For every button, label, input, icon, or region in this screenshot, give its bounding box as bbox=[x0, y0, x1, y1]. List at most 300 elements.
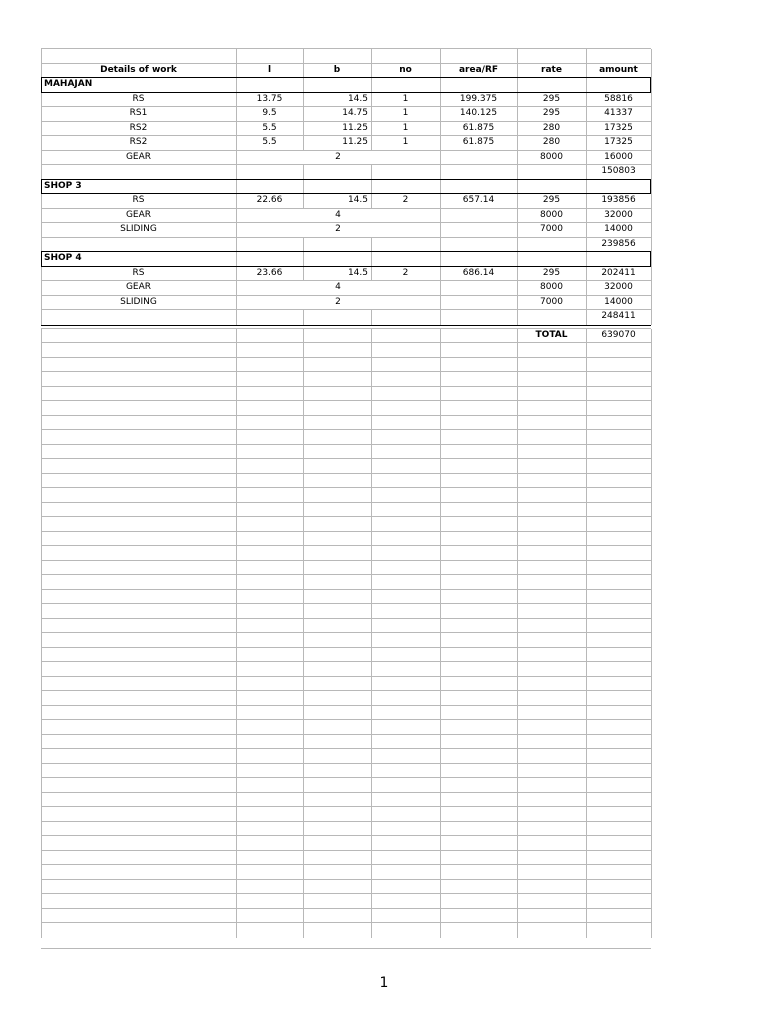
area-cell[interactable] bbox=[440, 281, 517, 296]
grid-line bbox=[440, 122, 441, 137]
grid-line bbox=[651, 677, 652, 692]
grid-line bbox=[371, 880, 372, 895]
grid-line bbox=[236, 122, 237, 137]
grid-line bbox=[517, 165, 518, 180]
grid-line bbox=[651, 909, 652, 924]
grid-line bbox=[440, 296, 441, 311]
grid-line bbox=[236, 909, 237, 924]
amount-cell[interactable]: 14000 bbox=[604, 224, 633, 234]
table-row bbox=[41, 135, 651, 151]
grid-line bbox=[517, 735, 518, 750]
grid-line bbox=[371, 252, 372, 267]
grid-line bbox=[236, 93, 237, 108]
grid-line bbox=[371, 822, 372, 837]
empty-row bbox=[41, 444, 651, 460]
grid-line bbox=[41, 532, 42, 547]
grid-line bbox=[517, 267, 518, 282]
grid-line bbox=[303, 64, 304, 79]
grid-line bbox=[651, 474, 652, 489]
grid-line bbox=[440, 807, 441, 822]
rate-cell[interactable]: 7000 bbox=[540, 296, 563, 307]
grid-line bbox=[440, 648, 441, 663]
grid-line bbox=[236, 416, 237, 431]
merged-quantity-cell[interactable]: 2 bbox=[335, 296, 341, 307]
area-cell[interactable] bbox=[440, 223, 517, 238]
amount-cell[interactable]: 58816 bbox=[604, 93, 633, 104]
grid-line bbox=[517, 238, 518, 253]
empty-row bbox=[41, 792, 651, 808]
grid-line bbox=[41, 430, 42, 445]
grid-line bbox=[371, 358, 372, 373]
grid-line bbox=[303, 474, 304, 489]
grid-line bbox=[440, 735, 441, 750]
breadth-cell[interactable]: 11.25 bbox=[342, 122, 368, 133]
grid-line bbox=[651, 281, 652, 296]
grid-line bbox=[236, 546, 237, 561]
rate-cell[interactable]: 8000 bbox=[540, 151, 563, 162]
grid-line bbox=[440, 281, 441, 296]
grid-line bbox=[651, 387, 652, 402]
length-cell[interactable]: 5.5 bbox=[262, 137, 277, 147]
grid-line bbox=[440, 358, 441, 373]
table-row bbox=[41, 280, 651, 296]
length-cell[interactable]: 22.66 bbox=[256, 195, 283, 205]
grid-line bbox=[236, 749, 237, 764]
amount-cell[interactable]: 17325 bbox=[604, 137, 633, 147]
grid-line bbox=[236, 488, 237, 503]
rate-cell[interactable]: 280 bbox=[542, 122, 561, 133]
grid-line bbox=[236, 238, 237, 253]
rate-cell[interactable]: 7000 bbox=[540, 224, 563, 234]
grid-line bbox=[303, 633, 304, 648]
grid-line bbox=[517, 648, 518, 663]
grid-line bbox=[303, 372, 304, 387]
grid-line bbox=[651, 793, 652, 808]
grid-line bbox=[371, 648, 372, 663]
grid-line bbox=[586, 561, 587, 576]
grid-line bbox=[371, 836, 372, 851]
grid-line bbox=[41, 517, 42, 532]
count-cell[interactable]: 1 bbox=[402, 93, 409, 104]
grid-line bbox=[303, 93, 304, 108]
grid-line bbox=[371, 78, 372, 93]
grid-line bbox=[586, 238, 587, 253]
grid-line bbox=[586, 78, 587, 93]
empty-row bbox=[41, 458, 651, 474]
area-cell[interactable]: 657.14 bbox=[462, 195, 495, 205]
area-cell[interactable]: 199.375 bbox=[459, 93, 498, 104]
grid-line bbox=[41, 49, 42, 64]
grid-line bbox=[440, 252, 441, 267]
grid-line bbox=[303, 590, 304, 605]
grid-line bbox=[440, 445, 441, 460]
grid-line bbox=[586, 633, 587, 648]
breadth-cell[interactable]: 14.75 bbox=[342, 108, 368, 118]
rate-cell[interactable]: 295 bbox=[542, 108, 561, 118]
grid-line bbox=[440, 749, 441, 764]
grid-line bbox=[371, 459, 372, 474]
breadth-cell[interactable]: 11.25 bbox=[342, 137, 368, 147]
grid-line bbox=[303, 459, 304, 474]
grid-line bbox=[586, 619, 587, 634]
grid-line bbox=[41, 93, 42, 108]
grid-bottom-border bbox=[41, 948, 651, 949]
area-cell[interactable]: 61.875 bbox=[462, 122, 495, 133]
grid-line bbox=[236, 691, 237, 706]
grid-line bbox=[517, 459, 518, 474]
subtotal-row bbox=[41, 164, 651, 180]
grid-line bbox=[41, 387, 42, 402]
grid-line bbox=[303, 677, 304, 692]
area-cell[interactable] bbox=[440, 151, 517, 166]
section-title-row bbox=[41, 179, 651, 195]
grid-line bbox=[651, 209, 652, 224]
grid-line bbox=[586, 223, 587, 238]
area-cell[interactable]: 61.875 bbox=[462, 137, 495, 147]
header-cell[interactable]: amount bbox=[599, 64, 638, 75]
grid-line bbox=[586, 793, 587, 808]
amount-cell[interactable]: 14000 bbox=[604, 296, 633, 307]
empty-row bbox=[41, 618, 651, 634]
grid-line bbox=[586, 909, 587, 924]
grid-line bbox=[517, 194, 518, 209]
header-row bbox=[41, 63, 651, 79]
grid-line bbox=[41, 807, 42, 822]
grid-line bbox=[586, 401, 587, 416]
subtotal-cell[interactable]: 150803 bbox=[601, 166, 636, 176]
grid-line bbox=[303, 793, 304, 808]
header-cell[interactable]: rate bbox=[541, 64, 562, 75]
grid-line bbox=[303, 561, 304, 576]
empty-row bbox=[41, 400, 651, 416]
grid-line bbox=[651, 401, 652, 416]
grid-line bbox=[440, 136, 441, 151]
grid-line bbox=[586, 93, 587, 108]
rate-cell[interactable]: 8000 bbox=[540, 209, 563, 220]
grid-line bbox=[651, 194, 652, 209]
table-row bbox=[41, 208, 651, 224]
header-cell[interactable]: b bbox=[333, 64, 341, 75]
grid-line bbox=[41, 909, 42, 924]
grid-line bbox=[517, 561, 518, 576]
area-cell[interactable] bbox=[440, 209, 517, 224]
grid-line bbox=[236, 281, 237, 296]
count-cell[interactable]: 1 bbox=[402, 108, 409, 118]
detail-cell[interactable]: RS bbox=[132, 267, 145, 278]
grid-line bbox=[41, 923, 42, 938]
merged-quantity-cell[interactable]: 4 bbox=[335, 209, 341, 220]
empty-row bbox=[41, 574, 651, 590]
grid-line bbox=[517, 401, 518, 416]
grid-line bbox=[440, 662, 441, 677]
area-cell[interactable]: 686.14 bbox=[462, 267, 495, 278]
grid-line bbox=[440, 923, 441, 938]
grid-line bbox=[517, 343, 518, 358]
grid-line bbox=[517, 474, 518, 489]
grid-line bbox=[517, 49, 518, 64]
detail-cell[interactable]: RS bbox=[132, 195, 145, 205]
empty-row bbox=[41, 777, 651, 793]
grid-line bbox=[41, 474, 42, 489]
grid-line bbox=[303, 107, 304, 122]
grid-line bbox=[41, 749, 42, 764]
grid-line bbox=[303, 836, 304, 851]
grid-line bbox=[303, 136, 304, 151]
section-title-row bbox=[41, 251, 651, 267]
grid-line bbox=[586, 459, 587, 474]
grid-line bbox=[371, 793, 372, 808]
grid-line bbox=[440, 387, 441, 402]
grid-line bbox=[41, 165, 42, 180]
grid-line bbox=[517, 793, 518, 808]
grid-line bbox=[586, 880, 587, 895]
grid-line bbox=[371, 633, 372, 648]
grid-line bbox=[371, 343, 372, 358]
grid-line bbox=[586, 822, 587, 837]
amount-cell[interactable]: 16000 bbox=[604, 151, 633, 162]
grid-line bbox=[517, 764, 518, 779]
grid-line bbox=[371, 136, 372, 151]
grid-line bbox=[517, 851, 518, 866]
header-cell[interactable]: l bbox=[267, 64, 272, 75]
section-title-row bbox=[41, 77, 651, 93]
grid-line bbox=[440, 78, 441, 93]
grid-line bbox=[41, 822, 42, 837]
grid-line bbox=[371, 107, 372, 122]
merged-quantity-cell[interactable]: 2 bbox=[335, 151, 341, 162]
grid-line bbox=[236, 372, 237, 387]
grid-line bbox=[236, 633, 237, 648]
grid-line bbox=[303, 735, 304, 750]
section-title[interactable]: SHOP 4 bbox=[44, 253, 82, 263]
amount-cell[interactable]: 193856 bbox=[601, 195, 636, 205]
grid-line bbox=[440, 372, 441, 387]
grid-line bbox=[651, 604, 652, 619]
grid-line bbox=[440, 459, 441, 474]
grid-line bbox=[371, 575, 372, 590]
count-cell[interactable]: 1 bbox=[402, 137, 409, 147]
detail-cell[interactable]: RS bbox=[132, 93, 145, 104]
count-cell[interactable]: 1 bbox=[402, 122, 409, 133]
grid-line bbox=[440, 49, 441, 64]
breadth-cell[interactable]: 14.5 bbox=[347, 267, 368, 278]
grid-line bbox=[41, 296, 42, 311]
grid-line bbox=[586, 604, 587, 619]
grid-line bbox=[517, 778, 518, 793]
grid-line bbox=[586, 691, 587, 706]
total-label[interactable]: TOTAL bbox=[535, 329, 568, 340]
empty-row bbox=[41, 371, 651, 387]
grid-line bbox=[371, 546, 372, 561]
section-title[interactable]: SHOP 3 bbox=[44, 180, 82, 191]
grid-line bbox=[440, 546, 441, 561]
grid-line bbox=[586, 662, 587, 677]
grid-line bbox=[236, 778, 237, 793]
empty-row bbox=[41, 386, 651, 402]
grid-line bbox=[586, 165, 587, 180]
grid-line bbox=[651, 735, 652, 750]
grid-line bbox=[41, 107, 42, 122]
detail-cell[interactable]: GEAR bbox=[125, 209, 152, 220]
rate-cell[interactable]: 280 bbox=[542, 137, 561, 147]
empty-row bbox=[41, 864, 651, 880]
spreadsheet bbox=[41, 48, 651, 948]
grid-line bbox=[303, 238, 304, 253]
merged-quantity-cell[interactable]: 2 bbox=[335, 224, 341, 234]
table-row bbox=[41, 106, 651, 122]
grid-line bbox=[586, 865, 587, 880]
area-cell[interactable] bbox=[440, 296, 517, 311]
grid-line bbox=[41, 677, 42, 692]
grid-line bbox=[41, 459, 42, 474]
grid-line bbox=[303, 329, 304, 344]
grid-line bbox=[236, 267, 237, 282]
grid-line bbox=[303, 691, 304, 706]
grid-line bbox=[303, 822, 304, 837]
grid-line bbox=[651, 778, 652, 793]
rate-cell[interactable]: 295 bbox=[542, 93, 561, 104]
grid-line bbox=[41, 778, 42, 793]
grid-line bbox=[41, 662, 42, 677]
grid-line bbox=[236, 517, 237, 532]
grid-line bbox=[41, 267, 42, 282]
detail-cell[interactable]: SLIDING bbox=[120, 296, 157, 307]
grid-line bbox=[371, 532, 372, 547]
breadth-cell[interactable]: 14.5 bbox=[347, 93, 368, 104]
area-cell[interactable]: 140.125 bbox=[459, 108, 498, 118]
rate-cell[interactable]: 8000 bbox=[540, 282, 563, 292]
amount-cell[interactable]: 32000 bbox=[604, 282, 633, 292]
count-cell[interactable]: 2 bbox=[402, 267, 409, 278]
grid-line bbox=[236, 194, 237, 209]
empty-row bbox=[41, 763, 651, 779]
grid-line bbox=[440, 430, 441, 445]
grid-line bbox=[371, 561, 372, 576]
grid-line bbox=[371, 677, 372, 692]
grid-line bbox=[651, 416, 652, 431]
grid-line bbox=[41, 648, 42, 663]
detail-cell[interactable]: GEAR bbox=[125, 151, 152, 162]
grid-line bbox=[236, 209, 237, 224]
grid-line bbox=[586, 107, 587, 122]
amount-cell[interactable]: 41337 bbox=[604, 108, 633, 118]
grid-line bbox=[440, 151, 441, 166]
grid-line bbox=[517, 223, 518, 238]
grid-line bbox=[236, 532, 237, 547]
breadth-cell[interactable]: 14.5 bbox=[347, 195, 368, 205]
length-cell[interactable]: 9.5 bbox=[262, 108, 277, 118]
grid-line bbox=[41, 503, 42, 518]
grid-line bbox=[303, 78, 304, 93]
table-row bbox=[41, 193, 651, 209]
rate-cell[interactable]: 295 bbox=[542, 195, 561, 205]
blank-row bbox=[41, 48, 651, 64]
count-cell[interactable]: 2 bbox=[402, 195, 409, 205]
grid-line bbox=[651, 252, 652, 267]
grid-line bbox=[371, 764, 372, 779]
section-title[interactable]: MAHAJAN bbox=[44, 79, 93, 89]
empty-row bbox=[41, 821, 651, 837]
header-cell[interactable]: Details of work bbox=[100, 64, 177, 75]
grid-line bbox=[41, 343, 42, 358]
grid-line bbox=[586, 735, 587, 750]
subtotal-cell[interactable]: 239856 bbox=[601, 238, 636, 249]
grid-line bbox=[586, 517, 587, 532]
grid-line bbox=[303, 180, 304, 195]
subtotal-row bbox=[41, 309, 651, 325]
grid-line bbox=[41, 281, 42, 296]
grid-line bbox=[41, 894, 42, 909]
detail-cell[interactable]: SLIDING bbox=[120, 224, 157, 234]
grid-line bbox=[517, 209, 518, 224]
grid-line bbox=[651, 459, 652, 474]
grid-line bbox=[371, 267, 372, 282]
grid-line bbox=[371, 706, 372, 721]
grid-line bbox=[586, 180, 587, 195]
grid-line bbox=[371, 93, 372, 108]
grid-line bbox=[236, 151, 237, 166]
detail-cell[interactable]: RS2 bbox=[129, 122, 148, 133]
grid-line bbox=[651, 822, 652, 837]
grid-line bbox=[371, 503, 372, 518]
grid-line bbox=[440, 209, 441, 224]
header-cell[interactable]: no bbox=[399, 64, 412, 75]
grid-line bbox=[41, 575, 42, 590]
total-value[interactable]: 639070 bbox=[601, 329, 636, 340]
page-number: 1 bbox=[379, 975, 389, 991]
grid-line bbox=[651, 590, 652, 605]
empty-row bbox=[41, 705, 651, 721]
grid-line bbox=[41, 735, 42, 750]
grid-line bbox=[586, 64, 587, 79]
header-cell[interactable]: area/RF bbox=[458, 64, 499, 75]
grid-line bbox=[236, 343, 237, 358]
grid-line bbox=[651, 807, 652, 822]
amount-cell[interactable]: 32000 bbox=[604, 209, 633, 220]
merged-quantity-cell[interactable]: 4 bbox=[335, 282, 341, 292]
length-cell[interactable]: 23.66 bbox=[256, 267, 283, 278]
grid-line bbox=[303, 517, 304, 532]
detail-cell[interactable]: RS2 bbox=[129, 137, 148, 147]
grid-line bbox=[517, 619, 518, 634]
grid-line bbox=[303, 430, 304, 445]
grid-line bbox=[371, 49, 372, 64]
grid-line bbox=[651, 619, 652, 634]
grid-line bbox=[371, 474, 372, 489]
grid-line bbox=[517, 720, 518, 735]
grid-line bbox=[236, 561, 237, 576]
rate-cell[interactable]: 295 bbox=[542, 267, 561, 278]
grid-line bbox=[303, 503, 304, 518]
grid-line bbox=[517, 503, 518, 518]
grid-line bbox=[236, 706, 237, 721]
grid-line bbox=[371, 749, 372, 764]
grid-line bbox=[651, 894, 652, 909]
amount-cell[interactable]: 17325 bbox=[604, 122, 633, 133]
amount-cell[interactable]: 202411 bbox=[601, 267, 636, 278]
grid-line bbox=[586, 532, 587, 547]
grid-line bbox=[586, 430, 587, 445]
length-cell[interactable]: 5.5 bbox=[262, 122, 277, 133]
detail-cell[interactable]: GEAR bbox=[125, 282, 152, 292]
subtotal-cell[interactable]: 248411 bbox=[601, 311, 636, 321]
table-row bbox=[41, 295, 651, 311]
grid-line bbox=[440, 677, 441, 692]
grid-line bbox=[517, 807, 518, 822]
detail-cell[interactable]: RS1 bbox=[129, 108, 148, 118]
length-cell[interactable]: 13.75 bbox=[256, 93, 283, 104]
grid-line bbox=[440, 238, 441, 253]
